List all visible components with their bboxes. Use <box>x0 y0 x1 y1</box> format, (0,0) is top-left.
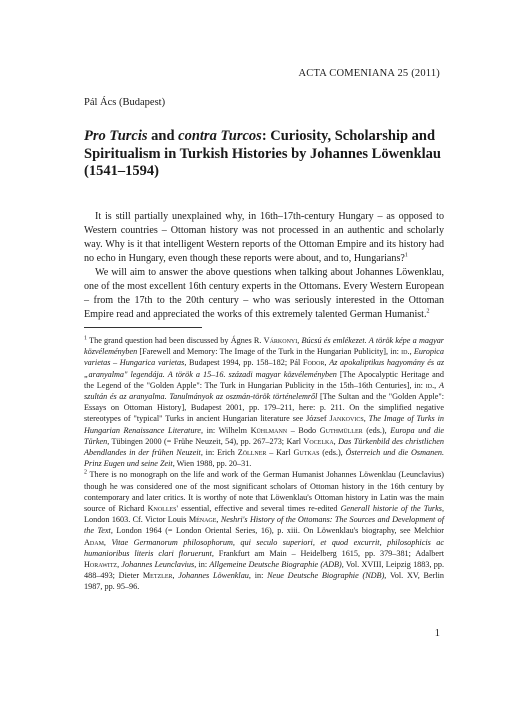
body-text <box>84 210 444 322</box>
author-line: Pál Ács (Budapest) <box>84 97 166 108</box>
running-head: ACTA COMENIANA 25 (2011) <box>298 68 440 79</box>
paragraph-2: We will aim to answer the above questions when talking about Johannes Löwenklau, one of the most excellent 16th century experts in the Ottomans. Every Western European – from the 17th to the 20th century – who was seriously interested in the Ottoman Empire read and appreciated the works of this extremely talented German Humanist.$^2$ <box>84 267 444 320</box>
footnote-separator <box>84 327 202 328</box>
paragraph-1: It is still partially unexplained why, in 16th–17th-century Hungary – as opposed to Western countries – Ottoman history was not processed in an authentic and scholarly way. Why is it that intelligent Western reports of the Ottoman Empire and its history had no echo in Hungary, even though these reports were about, and to, Hungarians?$^1$ <box>84 211 444 264</box>
footnotes <box>84 335 444 593</box>
footnote-1: $^1$ The grand question had been discussed by Ágnes R. Várkonyi, Búcsú és emlékezet. A török képe a magyar közvéleményben [Farewell and Memory: The Image of the Turk in the Hungarian Publicity], in: id., Europica varietas – Hungarica varietas, Budapest 1994, pp. 158–182; Pál Fodor, Az apokaliptikus hagyomány és az „aranyalma" legendája. A török a 15–16. századi magyar közvéleményben [The Apocalyptic Heritage and the Legend of the "Golden Apple": The Turk in Hungarian Publicity in the 15th–16th Centuries], in: id., A szultán és az aranyalma. Tanulmányok az oszmán-török történelemről [The Sultan and the "Golden Apple": Essays on Ottoman History], Budapest 2001, pp. 179–211, here: p. 211. On the simplified negative stereotypes of "typical" Turks in ancient Hungarian literature see József Jankovics, The Image of Turks in Hungarian Renaissance Literature, in: Wilhelm Kühlmann – Bodo Guthmüller (eds.), Europa und die Türken, Tübingen 2000 (= Frühe Neuzeit, 54), pp. 267–273; Karl Vocelka, Das Türkenbild des christlichen Abendlandes in der frühen Neuzeit, in: Erich Zöllner – Karl Gutkas (eds.), Österreich und die Osmanen. Prinz Eugen und seine Zeit, Wien 1988, pp. 20–31. <box>84 335 445 469</box>
article-title: Pro Turcis and contra Turcos: Curiosity, Scholarship and Spiritualism in Turkish Histories by Johannes Löwenklau (1541–1594) <box>84 128 441 179</box>
footnote-ref-2: 2 <box>426 308 430 315</box>
footnote-2: $^2$ There is no monograph on the life and work of the German Humanist Johannes Löwenklau (Leunclavius) though he was considered one of the most significant scholars of Ottoman history in the 16th century by contemporary and later critics. It is worthy of note that Löwenklau's Ottoman history in Latin was the main source of Richard Knolles' essential, effective and several times re-edited Generall historie of the Turks, London 1603. Cf. Victor Louis Ménage, Neshri's History of the Ottomans: The Sources and Development of the Text, London 1964 (= London Oriental Series, 16), p. xiii. On Löwenklau's biography, see Melchior Adam, Vitae Germanorum philosophorum, qui seculo superiori, et quod excurrit, philosophicis ac humanioribus literis clari floruerunt, Frankfurt am Main – Heidelberg 1615, pp. 379–381; Adalbert Horawitz, Johannes Leunclavius, in: Allgemeine Deutsche Biographie (ADB), Vol. XVIII, Leipzig 1883, pp. 488–493; Dieter Metzler, Johannes Löwenklau, in: Neue Deutsche Biographie (NDB), Vol. XV, Berlin 1987, pp. 95–96. <box>84 469 445 592</box>
footnote-ref-1: 1 <box>404 252 408 259</box>
footnote-2-marker: 2 <box>84 469 87 476</box>
page-number: 1 <box>434 628 440 639</box>
footnote-1-marker: 1 <box>84 335 87 342</box>
